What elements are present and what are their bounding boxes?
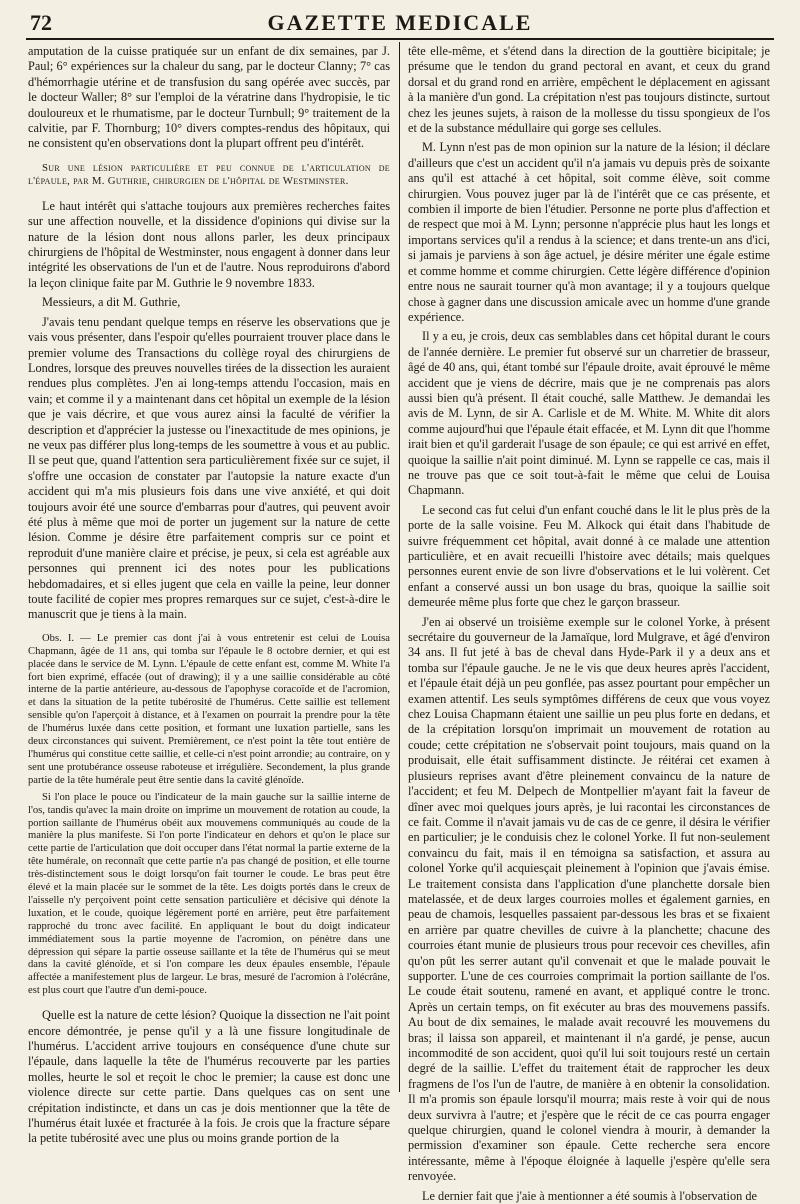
salutation: Messieurs, a dit M. Guthrie, <box>42 295 181 310</box>
paragraph: J'en ai observé un troisième exemple sur le colonel Yorke, à présent secrétaire du gouverneur de la Jamaïque, lord Mulgrave, et âgé d'environ 34 ans. Il fut jeté à bas de cheval dans Hyde-Park il y a deux ans et tomba sur l'épaule gauche. Je ne le vis que deux heures après l'accident, et l'épaule était déjà un peu gonflée, pas assez pourtant pour empêcher un examen attentif. Les seuls symptômes différens de ceux que vous voyez chez Louisa Chapmann étaient une saillie un peu plus forte en dedans, et de la crépitation lorsqu'on imprimait un mouvement de rotation au coude; cette crépitation ne s'observait point toujours, mais quand on la produisait, elle était suffisamment distincte. Je réitérai cet examen à plusieurs reprises avant d'être pleinement convaincu de la nature de l'accident; et feu M. Delpech de Montpellier m'ayant fait la faveur de dîner avec moi quelques jours après, je lui racontai les circonstances de ce fait. Comme il n'avait jamais vu de cas de ce genre, il désira le vérifier en particulier; je le conduisis chez le colonel Yorke. Il fut non-seulement convaincu du fait, mais il en témoigna sa satisfaction, et assura au colonel Yorke qu'il acquiesçait pleinement à l'opinion que j'avais émise. Le traitement consista dans l'application d'une planchette dorsale bien matelassée, et de deux larges courroies molles et également garnies, en peau de chamois, lesquelles passaient par-dessous les bras et se fixaient en arrière par quatre chevilles de cuivre à la planchette; chacune des courroies étant munie de plusieurs trous pour recevoir ces chevilles, afin qu'on pût les serrer autant qu'il convenait et que le malade pouvait le supporter. L'une de ces courroies comprimait la portion saillante de l'os. Le coude était soutenu, ramené en avant, et appliqué contre le tronc. Après un certain temps, on fit exécuter au bras des mouvemens passifs. Au bout de dix semaines, le malade avait recouvré les mouvemens du bras; il laissa son appareil, et maintenant il n'a gardé, je pense, aucun incommodité de son accident, quoi qu'il lui soit toujours resté un certain degré de la saillie. L'effet du traitement était de rapprocher les deux fragmens de l'os l'un de l'autre, de manière à en obtenir la consolidation. Il m'a promis son épaule lorsqu'il mourra; mais reste à voir qui de nous deux survivra à l'autre; et j'espère que le récit de ce cas pourra engager quelque chirurgien, quand le colonel viendra à mourir, à demander la permission d'examiner son épaule. Cette recherche sera encore intéressante, même à l'époque éloignée à laquelle j'espère qu'elle sera renvoyée. <box>408 614 770 1184</box>
paragraph: M. Lynn n'est pas de mon opinion sur la nature de la lésion; il déclare d'ailleurs que c'est un accident qu'il n'a jamais vu depuis près de soixante ans qu'il est attaché à cet hôpital, soit comme élève, soit comme chirurgien. Vous pouvez juger par là de l'intérêt que ce cas présente, et combien il importe de bien l'étudier. Personne ne porte plus d'affection et de respect que moi à M. Lynn; personne n'apprécie plus haut les longs et importans services qu'il a rendus à la science; et dans trente-un ans d'ici, si jamais je parviens à son âge actuel, je désire mériter une égale estime et comme homme et comme chirurgien. Cette légère différence d'opinion entre nous ne saurait tourner qu'à mon avantage; il y a toujours quelque chose à gagner dans une discussion amicale avec un homme d'une grande expérience. <box>408 140 770 324</box>
page-number: 72 <box>30 10 52 35</box>
column-rule <box>399 42 400 1092</box>
paragraph: Quelle est la nature de cette lésion? Quoique la dissection ne l'ait point encore démontrée, je pense qu'il y a là une fissure longitudinale de l'humérus. L'accident arrive toujours en conséquence d'une chute sur l'épaule, dans laquelle la tête de l'humérus recouverte par les parties molles, heurte le sol et reçoit le choc le premier; la cause est donc une violence directe sur cette partie. Dans quelques cas on sent une crépitation indistincte, et dans un cas je dois mentionner que la tête de l'humérus était luxée et fracturée à la fois. Je crois que la fracture sépare la petite tubérosité avec une plus ou moins grande portion de la <box>28 1008 390 1146</box>
paragraph: Le dernier fait que j'aie à mentionner a été soumis à l'observation de <box>422 1188 757 1203</box>
paragraph: Le haut intérêt qui s'attache toujours aux premières recherches faites sur une affection nouvelle, et la dissidence d'opinions qui divise sur la nature de la lésion dont nous allons parler, les deux principaux chirurgiens de l'hôpital de Westminster, nous engagent à donner dans leur intégrité les observations de l'un et de l'autre. Nous reproduirons d'abord la leçon clinique faite par M. Guthrie le 9 novembre 1833. <box>28 198 390 290</box>
intro-paragraph: amputation de la cuisse pratiquée sur un enfant de dix semaines, par J. Paul; 6° expériences sur la chaleur du sang, par le docteur Clanny; 7° cas d'hémorrhagie utérine et de transfusion du sang opérée avec succès, par le docteur Waller; 8° sur l'emploi de la vératrine dans l'hydropisie, le tic douloureux et le rhumatisme, par le docteur Turnbull; 9° traitement de la calvitie, par F. Thornburg; 10° divers comptes-rendus des hôpitaux, qui ne consistent qu'en observations dont la plupart offrent peu d'intérêt. <box>28 44 390 151</box>
paragraph: Il y a eu, je crois, deux cas semblables dans cet hôpital durant le cours de l'année dernière. Le premier fut observé sur un charretier de brasseur, âgé de 40 ans, qui, étant tombé sur l'épaule droite, avait éprouvé le même accident que je viens de décrire, mais que je ne comprenais pas alors aussi bien qu'à présent. Il était couché, salle Matthew. Je demandai les avis de M. Lynn, de sir A. Carlisle et de M. White. M. White dit alors comme aujourd'hui que l'épaule était effacée, et M. Lynn dit que l'homme irait bien et qu'il garderait l'usage de son épaule; ce qui est arrivé en effet, quoique la saillie n'ait point diminué. M. Lynn se rappelle ce cas, mais il ne trouve pas que ce soit tout-à-fait le même que celui de Louisa Chapmann. <box>408 329 770 498</box>
left-column <box>28 44 390 1146</box>
header-rule <box>26 38 774 40</box>
running-title: GAZETTE MEDICALE <box>267 10 533 35</box>
paragraph: Le second cas fut celui d'un enfant couché dans le lit le plus près de la porte de la salle voisine. Feu M. Alkock qui était dans l'habitude de suivre fréquemment cet hôpital, avait donné à ce malade une attention particulière, et en avait recueilli l'histoire avec détails; mais quelques personnes eurent envie de son livre d'observations et le lui volèrent. Cet enfant a conservé aussi un bon usage du bras, quoique la saillie soit demeurée même plus forte que chez le garçon brasseur. <box>408 502 770 610</box>
paragraph: tête elle-même, et s'étend dans la direction de la gouttière bicipitale; je présume que le tendon du grand pectoral en avant, et ceux du grand dorsal et du grand rond en arrière, empêchent le déplacement en agissant à la manière d'un gond. La crépitation n'est pas toujours distincte, surtout chez les jeunes sujets, à raison de la mollesse du tissu spongieux de l'os et de la substance médullaire qui gorge ses cellules. <box>408 44 770 136</box>
observation-paragraph: Obs. I. — Le premier cas dont j'ai à vous entretenir est celui de Louisa Chapmann, âgée de 11 ans, qui tomba sur l'épaule le 8 octobre dernier, et qui est placée dans le service de M. Lynn. L'épaule de cette enfant est, comme M. White l'a fort bien exprimé, effacée (out of drawing); il y a une saillie considérable au côté interne de la partie antérieure, au-dessous de l'apophyse coracoïde et de l'acromion, et dans la situation de la petite tubérosité de l'humérus. Cette saillie est tellement sensible qu'on l'aperçoit à distance, et à l'examen on pourrait la prendre pour la tête de l'humérus luxée dans cette position, et formant une luxation partielle, sans les deux circonstances qui suivent. Premièrement, ce n'est point la tête tout entière de l'humérus qui constitue cette saillie, et celle-ci n'est point arrondie; au contraire, on y sent une protubérance osseuse raboteuse et irrégulière. Secondement, la plus grande partie de la tête humérale peut être sentie dans la cavité glénoïde. <box>28 632 390 786</box>
observation-paragraph: Si l'on place le pouce ou l'indicateur de la main gauche sur la saillie interne de l'os, tandis qu'avec la main droite on imprime un mouvement de rotation au coude, la portion saillante de l'humérus obéit aux mouvemens communiqués au coude de la manière la plus manifeste. Si l'on porte l'indicateur en dehors et qu'on le place sur cette partie de l'articulation que doit occuper dans l'état normal la partie externe de la tête humérale, on reconnaît que cette partie n'a pas changé de position, et elle tourne très-distinctement sous le doigt lorsqu'on fait tourner le coude. Le bras peut être élevé et la main placée sur le sommet de la tête. Les doigts portés dans le creux de l'aisselle n'y perçoivent point cette sensation particulière et décisive qui dénote la luxation, et le coude, quoique légèrement porté en arrière, peut être parfaitement rapproché du tronc avec facilité. En appliquant le bout du doigt indicateur immédiatement sous la partie moyenne de l'acromion, on pénètre dans une dépression qui sépare la partie osseuse saillante et la tête de l'humérus qui se meut dans la cavité glénoïde, et si l'on compare les deux épaules ensemble, l'épaule affectée a manifestement plus de largeur. Le bras, mesuré de l'acromion à l'olécrâne, est plus court que l'autre d'un demi-pouce. <box>28 791 390 997</box>
page-header <box>26 10 774 36</box>
article-heading: Sur une lésion particulière et peu connue de l'articulation de l'épaule, par M. Guthrie, chirurgien de l'hôpital de Westminster. <box>28 161 390 188</box>
right-column <box>408 44 770 1203</box>
paragraph: J'avais tenu pendant quelque temps en réserve les observations que je vais vous présenter, dans l'espoir qu'elles pourraient trouver place dans le premier volume des Transactions du collège royal des chirurgiens de Londres, lorsque des preuves nouvelles tirées de la dissection les auraient rendues plus complètes. J'en ai long-temps attendu l'occasion, mais en vain; et comme il y a maintenant dans cet hôpital un exemple de la lésion que je vais décrire, et que vous aurez ainsi la faculté de vérifier la description et d'apprécier la justesse ou l'inexactitude de mes opinions, je ne veux pas différer plus long-temps de les soumettre à vous et au public. Il se peut que, quand l'attention sera particulièrement fixée sur ce sujet, il s'offre une occasion de constater par l'autopsie la nature exacte d'un accident qui m'a mis plusieurs fois dans une vive anxiété, et qui doit toujours avoir été une source d'embarras pour d'autres, qui peuvent avoir été plus à même que moi de porter un jugement sur la nature de cette lésion. Comme je désire être parfaitement compris sur ce point et reproduit d'une manière claire et précise, je peux, si cela est agréable aux personnes qui prennent ici des notes pour les publications hebdomadaires, et si elles jugent que cela en vaille la peine, leur donner toute facilité de copier mes propres remarques sur ce sujet, c'est-à-dire le manuscrit que je tiens à la main. <box>28 314 390 622</box>
